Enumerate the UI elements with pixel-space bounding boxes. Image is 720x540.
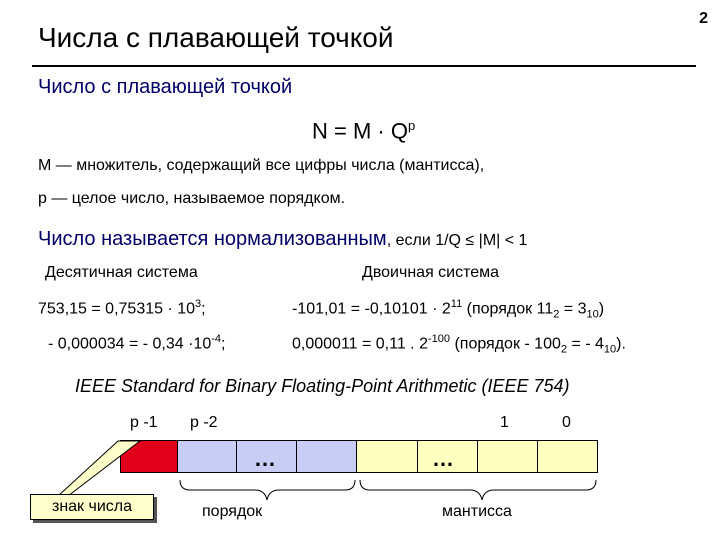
section-subtitle: Число с плавающей точкой <box>38 76 293 98</box>
normalized-condition: , если 1/Q ≤ |M| < 1 <box>386 232 528 249</box>
decimal-ex1-exp: 3 <box>195 298 202 310</box>
decimal-ex1-tail: ; <box>201 300 206 318</box>
binary-ex1-sub2: 10 <box>586 308 599 321</box>
exponent-ellipsis: … <box>254 446 276 471</box>
bit-label-p-minus-2: p -2 <box>190 414 218 431</box>
normalized-main: Число называется нормализованным <box>38 228 387 250</box>
page-number: 2 <box>699 10 708 27</box>
binary-ex2-a: 0,000011 = 0,11 . 2 <box>292 335 428 353</box>
binary-ex2-b: (порядок - 100 <box>450 335 561 353</box>
bit-label-1: 1 <box>500 414 509 431</box>
binary-ex2-exp: -100 <box>427 333 450 345</box>
binary-ex2-c: = - 4 <box>567 335 604 353</box>
binary-ex1-b: (порядок 11 <box>462 300 554 318</box>
mantissa-label: мантисса <box>442 503 512 520</box>
binary-ex1-exp: 11 <box>450 298 463 310</box>
formula-base: N = M · Q <box>312 118 408 144</box>
binary-ex1-sub1: 2 <box>553 308 560 321</box>
binary-ex1-a: -101,01 = -0,10101 · 2 <box>292 300 451 318</box>
sign-callout: знак числа <box>30 494 154 520</box>
binary-ex2-d: ). <box>616 335 626 353</box>
order-label: порядок <box>202 503 263 520</box>
binary-ex1-c: = 3 <box>559 300 587 318</box>
order-brace <box>180 480 355 500</box>
decimal-ex2-text: - 0,000034 = - 0,34 ·10 <box>48 335 212 353</box>
decimal-ex1-text: 753,15 = 0,75315 · 10 <box>38 300 196 318</box>
ieee-standard-title: IEEE Standard for Binary Floating-Point Arithmetic (IEEE 754) <box>75 376 570 396</box>
decimal-heading: Десятичная система <box>45 264 198 281</box>
decimal-ex2-exp: -4 <box>211 333 222 345</box>
mantissa-brace <box>360 480 596 500</box>
order-definition: p — целое число, называемое порядком. <box>38 190 346 207</box>
decimal-ex2-tail: ; <box>221 335 226 353</box>
page-title: Числа с плавающей точкой <box>38 22 394 53</box>
bit-label-0: 0 <box>562 414 571 431</box>
callout-pointer <box>58 441 140 496</box>
binary-heading: Двоичная система <box>362 264 500 281</box>
mantissa-definition: M — множитель, содержащий все цифры числа (мантисса), <box>38 157 485 174</box>
binary-ex2-sub2: 10 <box>603 343 617 356</box>
formula-exponent: p <box>407 118 416 133</box>
mantissa-ellipsis: … <box>432 446 454 471</box>
binary-ex1-d: ) <box>598 300 605 318</box>
bit-label-p-minus-1: p -1 <box>130 414 158 431</box>
binary-ex2-sub1: 2 <box>560 343 567 356</box>
